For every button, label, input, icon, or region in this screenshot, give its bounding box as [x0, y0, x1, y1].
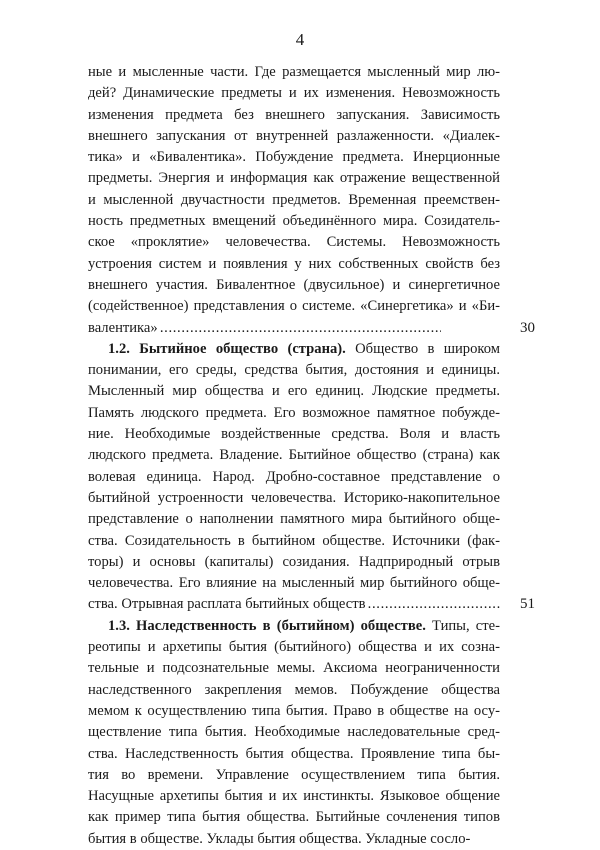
toc-line: предметы. Энергия и информация как отражение вещественной: [88, 170, 500, 187]
section-number: 1.3.: [108, 617, 130, 634]
toc-line: реотипы и архетипы бытия (бытийного) общества и их созна-: [88, 639, 500, 656]
toc-line: тельные и подсознательные мемы. Аксиома неограниченности: [88, 660, 500, 677]
toc-line: изменения предмета без внешнего запускания. Зависимость: [88, 106, 500, 123]
toc-line: внешнего участия. Бивалентное (двусильное) и синергетичное: [88, 276, 500, 293]
toc-line: дей? Динамические предметы и их изменения. Невозможность: [88, 85, 500, 102]
toc-page-number[interactable]: 30: [520, 319, 535, 336]
toc-line: (содейственное) представления о системе. «Синергетика» и «Би-: [88, 298, 500, 315]
toc-line: [88, 318, 535, 339]
toc-line: мемом к осуществлению типа бытия. Право в обществе на осу-: [88, 702, 500, 719]
toc-line: наследственного закрепления мемов. Побуждение общества: [88, 681, 500, 698]
toc-line: ществление типа бытия. Необходимые наследовательные сред-: [88, 724, 500, 741]
toc-line: понимании, его среды, средства бытия, достояния и единицы.: [88, 362, 500, 379]
toc-entry-1-1-continued: [88, 62, 535, 339]
toc-entry-1-2: [88, 339, 535, 616]
toc-line: внешнего запускания от внутренней разлаженности. «Диалек-: [88, 127, 500, 144]
toc-line: ства. Наследственность бытия общества. Проявление типа бы-: [88, 745, 500, 762]
toc-line: ность предметных вмещений объединённого мира. Созидатель-: [88, 213, 500, 230]
toc-line: ства. Созидательность в бытийном обществе. Источники (фак-: [88, 532, 500, 549]
toc-line-text: ства. Отрывная расплата бытийных обществ . . .: [88, 594, 500, 615]
toc-line: ние. Необходимые воздейственные средства. Воля и власть: [88, 426, 500, 443]
toc-heading-line: [88, 616, 500, 637]
toc-line-text: валентика» . . .: [88, 318, 441, 339]
toc-line-text: Общество в широком: [355, 340, 500, 357]
section-heading[interactable]: Бытийное общество (страна).: [139, 340, 346, 357]
toc-line: бытия в обществе. Уклады бытия общества. Укладные сосло-: [88, 830, 471, 847]
section-number: 1.2.: [108, 340, 130, 357]
toc-page-number[interactable]: 51: [520, 596, 535, 613]
toc-line: волевая единица. Народ. Дробно-составное представление о: [88, 468, 500, 485]
section-heading[interactable]: Наследственность в (бытийном) обществе.: [136, 617, 426, 634]
toc-line: человечества. Его влияние на мысленный мир бытийного обще-: [88, 575, 500, 592]
toc-heading-line: [88, 339, 500, 360]
toc-line-text: Типы, сте-: [432, 617, 500, 634]
toc-line: [88, 594, 535, 615]
toc-line: устроения систем и появления у них собственных свойств без: [88, 255, 500, 272]
toc-line: ское «проклятие» человечества. Системы. Невозможность: [88, 234, 500, 251]
toc-line: Память людского предмета. Его возможное памятное побужде-: [88, 404, 500, 421]
toc-line: представление о наполнении памятного мира бытийного обще-: [88, 511, 500, 528]
toc-line: Мысленный мир общества и его единиц. Людские предметы.: [88, 383, 500, 400]
toc-line: Насущные архетипы бытия и их инстинкты. Языковое общение: [88, 788, 500, 805]
toc-line: и мысленной двучастности предметов. Временная преемствен-: [88, 191, 500, 208]
toc-line: бытийной устроенности человечества. Историко-накопительное: [88, 489, 500, 506]
toc-entry-1-3: [88, 616, 500, 850]
toc-line: людского предмета. Владение. Бытийное общество (страна) как: [88, 447, 500, 464]
toc-line: ные и мысленные части. Где размещается мысленный мир лю-: [88, 64, 500, 80]
toc-line: тия во времени. Управление осуществлением типа бытия.: [88, 766, 500, 783]
page-number: 4: [295, 30, 305, 49]
toc-line: тика» и «Бивалентика». Побуждение предмета. Инерционные: [88, 149, 500, 166]
toc-line: как пример типа бытия общества. Бытийные сочленения типов: [88, 809, 500, 826]
toc-line: торы) и основы (капиталы) созидания. Надприродный отрыв: [88, 553, 500, 570]
table-of-contents: [88, 62, 535, 850]
toc-line-group: [88, 62, 500, 105]
